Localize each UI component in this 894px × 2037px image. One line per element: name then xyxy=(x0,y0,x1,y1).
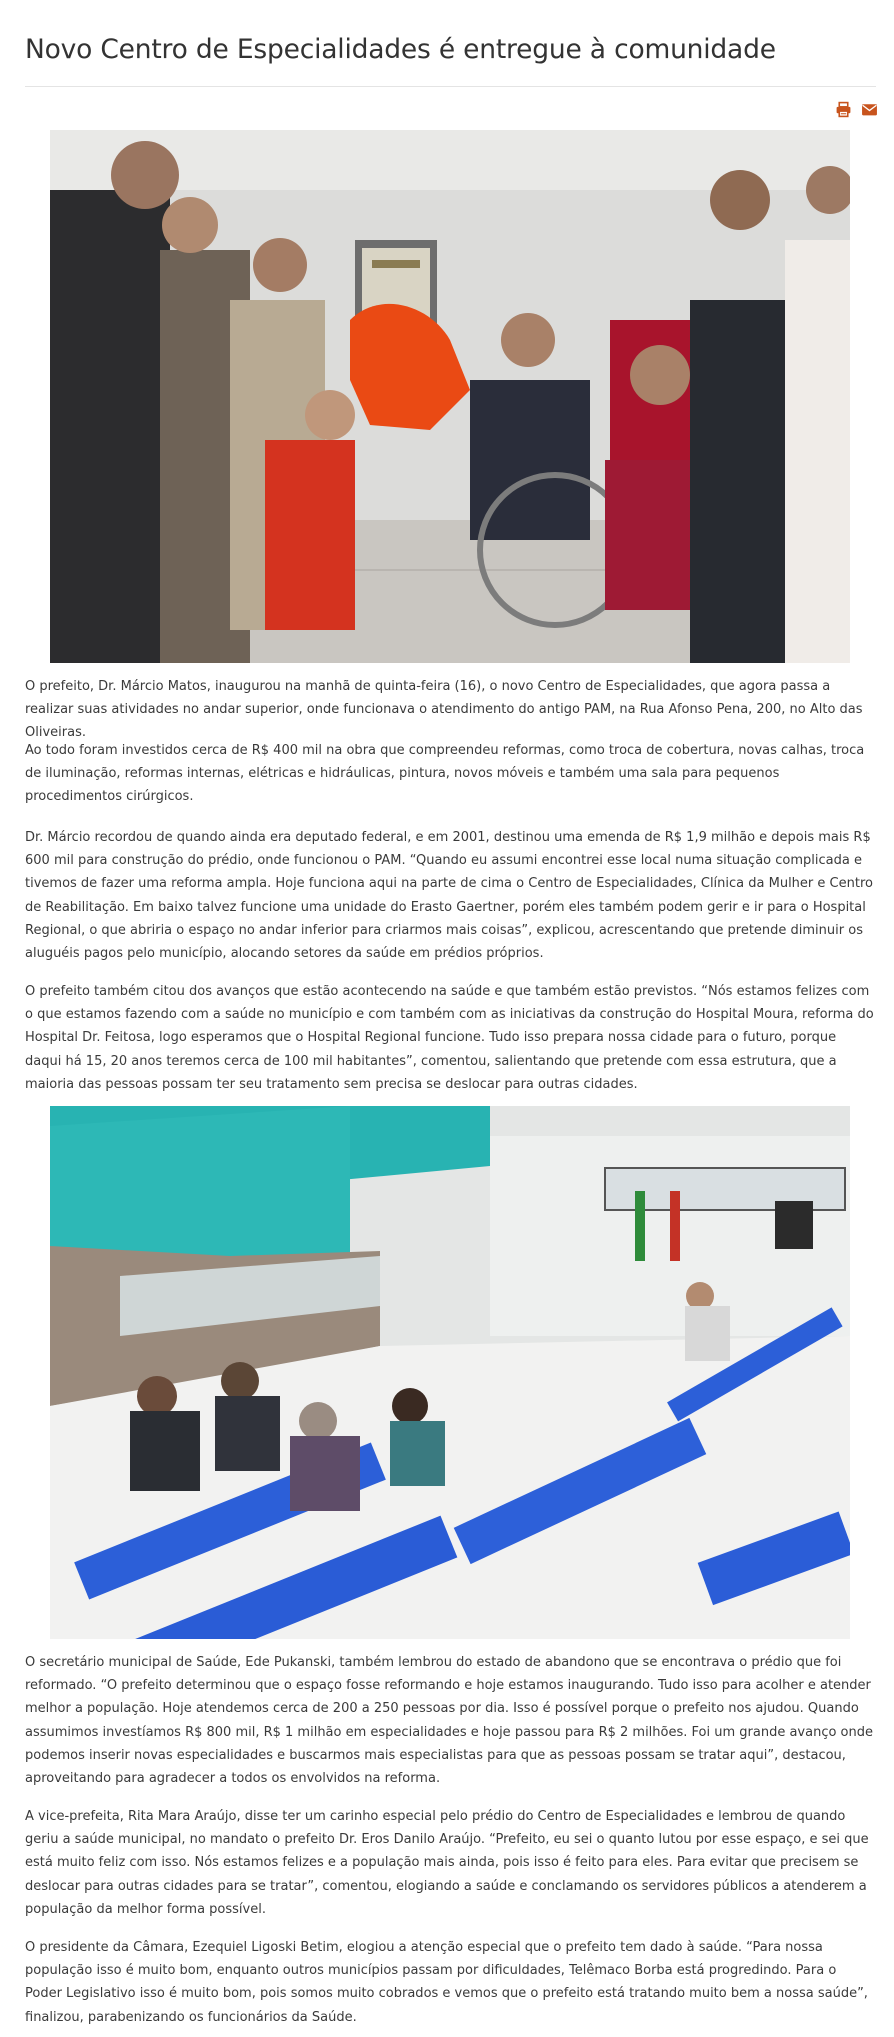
paragraph: Dr. Márcio recordou de quando ainda era deputado federal, e em 2001, destinou uma emenda de R$ 1,9 milhão e depois mais R$ 600 mil para construção do prédio, onde funcionou o PAM. “Quando eu assumi encontrei esse local numa situação complicada e tivemos de fazer uma reforma ampla. Hoje funciona aqui na parte de cima o Centro de Especialidades, Clínica da Mulher e Centro de Reabilitação. Em baixo talvez funcione uma unidade do Erasto Gaertner, porém eles também podem gerir e ir para o Hospital Regional, o que abriria o espaço no andar inferior para criarmos mais coisas”, explicou, acrescentando que pretende diminuir os aluguéis pagos pelo município, alocando setores da saúde em prédios próprios. xyxy=(25,830,873,962)
print-icon[interactable] xyxy=(835,101,852,118)
paragraph: O prefeito, Dr. Márcio Matos, inaugurou na manhã de quinta-feira (16), o novo Centro de Especialidades, que agora passa a realizar suas atividades no andar superior, onde funcionava o atendimento do antigo PAM, na Rua Afonso Pena, 200, no Alto das Oliveiras. xyxy=(25,679,863,741)
title-divider xyxy=(25,86,876,87)
article-title: Novo Centro de Especialidades é entregue à comunidade xyxy=(25,34,776,65)
paragraph: Ao todo foram investidos cerca de R$ 400 mil na obra que compreendeu reformas, como troca de cobertura, novas calhas, troca de iluminação, reformas internas, elétricas e hidráulicas, pintura, novos móveis e também uma sala para pequenos procedimentos cirúrgicos. xyxy=(25,743,865,805)
paragraph: O presidente da Câmara, Ezequiel Ligoski Betim, elogiou a atenção especial que o prefeito tem dado à saúde. “Para nossa população isso é muito bom, enquanto outros municípios passam por dificuldades, Telêmaco Borba está progredindo. Para o Poder Legislativo isso é muito bom, pois somos muito cobrados e vemos que o prefeito está tratando muito bem a nossa saúde”, finalizou, parabenizando os funcionários da Saúde. xyxy=(25,1940,868,2025)
envelope-icon[interactable] xyxy=(861,101,878,118)
paragraph: A vice-prefeita, Rita Mara Araújo, disse ter um carinho especial pelo prédio do Centro de Especialidades e lembrou de quando geriu a saúde municipal, no mandato o prefeito Dr. Eros Danilo Araújo. “Prefeito, eu sei o quanto lutou por esse espaço, e sei que está muito feliz com isso. Nós estamos felizes e a população mais ainda, pois isso é feito para eles. Para evitar que precisem se deslocar para outras cidades para se tratar”, comentou, elogiando a saúde e conclamando os servidores públicos a atenderem a população da melhor forma possível. xyxy=(25,1809,869,1917)
waiting-room-photo xyxy=(50,1106,850,1639)
article-tools xyxy=(835,101,878,118)
ceremony-photo xyxy=(50,130,850,663)
paragraph: O prefeito também citou dos avanços que estão acontecendo na saúde e que também estão previstos. “Nós estamos felizes com o que estamos fazendo com a saúde no município e com também com as iniciativas da construção do Hospital Moura, reforma do Hospital Dr. Feitosa, logo esperamos que o Hospital Regional funcione. Tudo isso prepara nossa cidade para o futuro, porque daqui há 15, 20 anos teremos cerca de 100 mil habitantes”, comentou, salientando que pretende com essa estrutura, que a maioria das pessoas possam ter seu tratamento sem precisa se deslocar para outras cidades. xyxy=(25,984,874,1092)
paragraph: O secretário municipal de Saúde, Ede Pukanski, também lembrou do estado de abandono que se encontrava o prédio que foi reformado. “O prefeito determinou que o espaço fosse reformando e hoje estamos inaugurando. Tudo isso para acolher e atender melhor a população. Hoje atendemos cerca de 200 a 250 pessoas por dia. Isso é possível porque o prefeito nos ajudou. Quando assumimos investíamos R$ 800 mil, R$ 1 milhão em especialidades e hoje passou para R$ 2 milhões. Foi um grande avanço onde podemos inserir novas especialidades e buscarmos mais especialistas para que as pessoas possam se tratar aqui”, destacou, aproveitando para agradecer a todos os envolvidos na reforma. xyxy=(25,1655,873,1787)
